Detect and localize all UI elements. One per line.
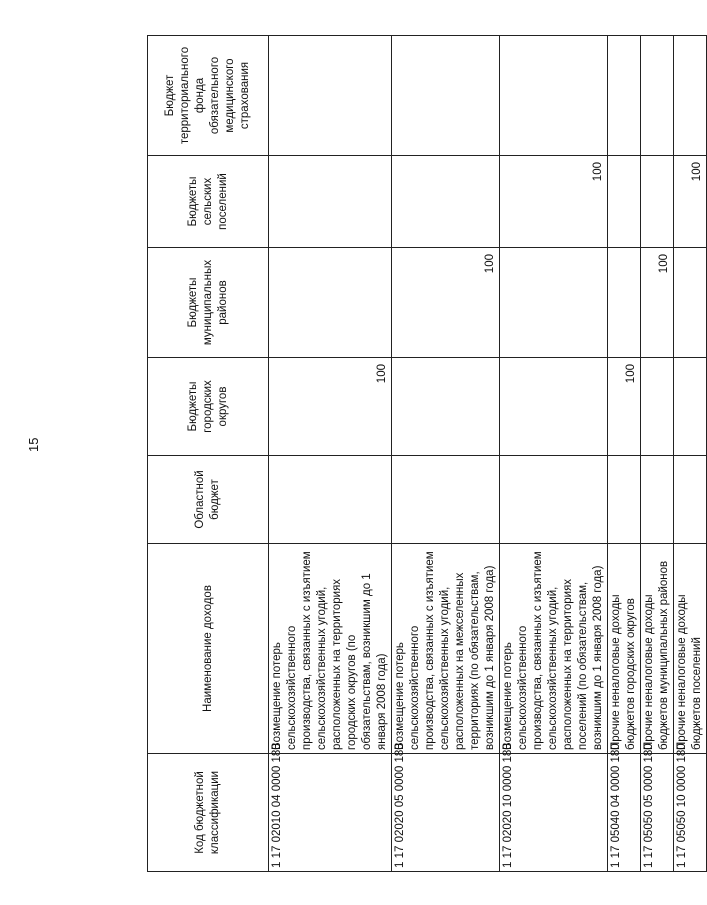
row-code: 1 17 02020 10 0000 180 — [500, 754, 608, 872]
cell-regional — [674, 456, 707, 544]
table-row — [392, 36, 500, 872]
table-row — [269, 36, 392, 872]
row-name: Возмещение потерь сельскохозяйственного производства, связанных с изъятием сельскохозяйственных угодий, расположенных на территориях поселений (по обязательствам, возникшим до 1 января 2008 года) — [500, 544, 608, 754]
cell-regional — [392, 456, 500, 544]
cell-medical-fund — [392, 36, 500, 156]
row-code: 1 17 05040 04 0000 180 — [608, 754, 641, 872]
cell-municipal-districts — [608, 248, 641, 358]
header-city-districts: Бюджеты городских округов — [148, 358, 269, 456]
cell-rural-settlements — [392, 156, 500, 248]
cell-medical-fund — [674, 36, 707, 156]
cell-city-districts — [674, 358, 707, 456]
cell-city-districts: 100 — [608, 358, 641, 456]
cell-regional — [269, 456, 392, 544]
header-income-name: Наименование доходов — [148, 544, 269, 754]
cell-city-districts — [392, 358, 500, 456]
cell-rural-settlements: 100 — [500, 156, 608, 248]
cell-rural-settlements — [641, 156, 674, 248]
table-row — [500, 36, 608, 872]
cell-municipal-districts — [269, 248, 392, 358]
table-row — [608, 36, 641, 872]
header-rural-settlements: Бюджеты сельских поселений — [148, 156, 269, 248]
cell-city-districts: 100 — [269, 358, 392, 456]
cell-municipal-districts — [500, 248, 608, 358]
cell-city-districts — [500, 358, 608, 456]
row-name: Прочие неналоговые доходы бюджетов муниципальных районов — [641, 544, 674, 754]
cell-regional — [500, 456, 608, 544]
row-code: 1 17 02010 04 0000 180 — [269, 754, 392, 872]
cell-rural-settlements: 100 — [674, 156, 707, 248]
rotated-page-content — [147, 36, 703, 872]
table-row — [641, 36, 674, 872]
row-code: 1 17 05050 10 0000 180 — [674, 754, 707, 872]
page-number: 15 — [26, 437, 41, 452]
cell-medical-fund — [608, 36, 641, 156]
cell-city-districts — [641, 358, 674, 456]
cell-municipal-districts — [674, 248, 707, 358]
header-municipal-districts: Бюджеты муниципальных районов — [148, 248, 269, 358]
cell-rural-settlements — [269, 156, 392, 248]
cell-municipal-districts: 100 — [392, 248, 500, 358]
row-code: 1 17 02020 05 0000 180 — [392, 754, 500, 872]
table-row — [674, 36, 707, 872]
cell-regional — [641, 456, 674, 544]
header-code: Код бюджетной классификации — [148, 754, 269, 872]
row-name: Прочие неналоговые доходы бюджетов поселений — [674, 544, 707, 754]
header-medical-insurance-fund: Бюджет территориального фонда обязательного медицинского страхования — [148, 36, 269, 156]
cell-medical-fund — [269, 36, 392, 156]
cell-medical-fund — [500, 36, 608, 156]
row-name: Возмещение потерь сельскохозяйственного производства, связанных с изъятием сельскохозяйственных угодий, расположенных на территориях городских округов (по обязательствам, возникшим до 1 января 2008 года) — [269, 544, 392, 754]
cell-regional — [608, 456, 641, 544]
header-regional-budget: Областной бюджет — [148, 456, 269, 544]
table-header-row — [148, 36, 269, 872]
cell-municipal-districts: 100 — [641, 248, 674, 358]
cell-rural-settlements — [608, 156, 641, 248]
row-name: Прочие неналоговые доходы бюджетов городских округов — [608, 544, 641, 754]
cell-medical-fund — [641, 36, 674, 156]
row-code: 1 17 05050 05 0000 180 — [641, 754, 674, 872]
row-name: Возмещение потерь сельскохозяйственного производства, связанных с изъятием сельскохозяйственных угодий, расположенных на межселенных территориях (по обязательствам, возникшим до 1 января 2008 года) — [392, 544, 500, 754]
budget-income-table — [147, 35, 707, 872]
